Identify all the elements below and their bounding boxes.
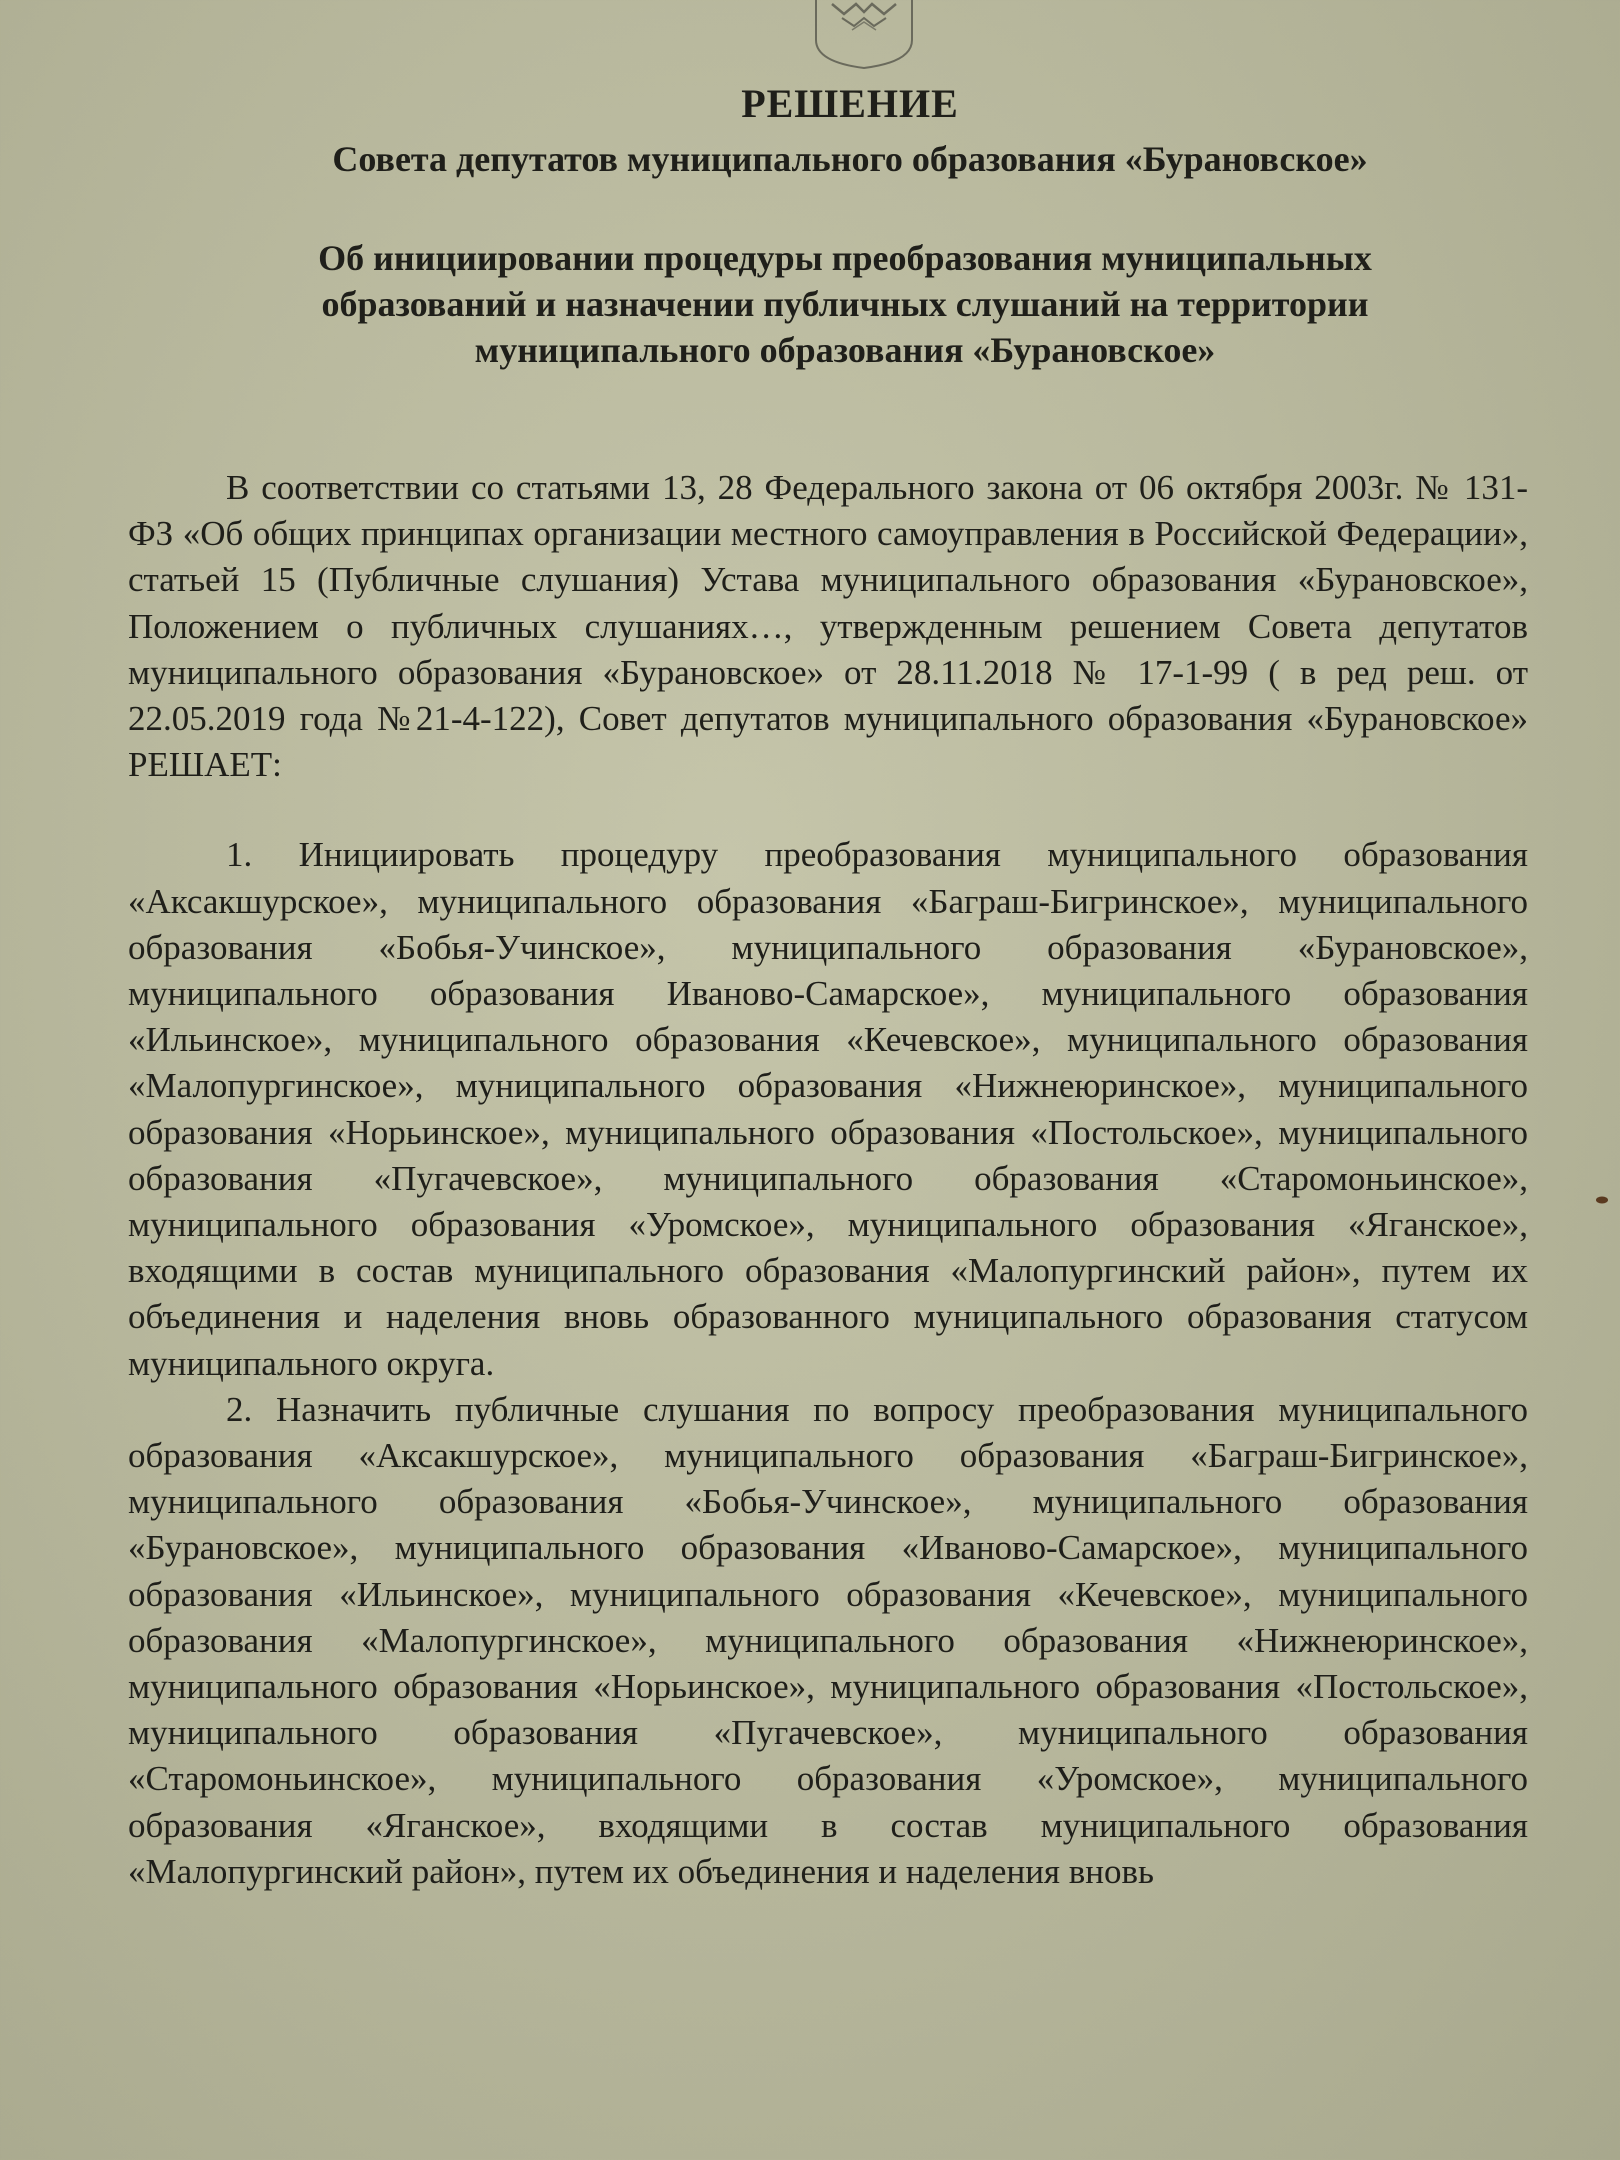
preamble-paragraph: В соответствии со статьями 13, 28 Федерального закона от 06 октября 2003г. № 131-ФЗ «Об общих принципах организации местного самоуправления в Российской Федерации», статьей 15 (Публичные слушания) Устава муниципального образования «Бурановское», Положением о публичных слушаниях…, утвержденным решением Совета депутатов муниципального образования «Бурановское» от 28.11.2018 № 17-1-99 ( в ред реш. от 22.05.2019 года №21-4-122), Совет депутатов муниципального образования «Бурановское» РЕШАЕТ: [128, 468, 1528, 785]
document-body [128, 465, 1528, 1895]
document-issuer: Совета депутатов муниципального образования «Бурановское» [332, 139, 1368, 179]
coat-of-arms-icon [812, 0, 916, 70]
item-1-paragraph: 1. Инициировать процедуру преобразования муниципального образования «Аксакшурское», муниципального образования «Баграш-Бигринское», муниципального образования «Бобья-Учинское», муниципального образования «Бурановское», муниципального образования Иваново-Самарское», муниципального образования «Ильинское», муниципального образования «Кечевское», муниципального образования «Малопургинское», муниципального образования «Нижнеюринское», муниципального образования «Норьинское», муниципального образования «Постольское», муниципального образования «Пугачевское», муниципального образования «Старомоньинское», муниципального образования «Уромское», муниципального образования «Яганское», входящими в состав муниципального образования «Малопургинский район», путем их объединения и наделения вновь образованного муниципального образования статусом муниципального округа. [128, 835, 1528, 1383]
item-2-paragraph: 2. Назначить публичные слушания по вопросу преобразования муниципального образования «Аксакшурское», муниципального образования «Баграш-Бигринское», муниципального образования «Бобья-Учинское», муниципального образования «Бурановское», муниципального образования «Иваново-Самарское», муниципального образования «Ильинское», муниципального образования «Кечевское», муниципального образования «Малопургинское», муниципального образования «Нижнеюринское», муниципального образования «Норьинское», муниципального образования «Постольское», муниципального образования «Пугачевское», муниципального образования «Старомоньинское», муниципального образования «Уромское», муниципального образования «Яганское», входящими в состав муниципального образования «Малопургинский район», путем их объединения и наделения вновь [128, 1389, 1528, 1891]
document-title: РЕШЕНИЕ [741, 81, 959, 126]
document-subject: Об инициировании процедуры преобразования муниципальных образований и назначении публичных слушаний на территории муниципального образования «Бурановское» [318, 238, 1372, 370]
ink-spot [1594, 1194, 1610, 1206]
